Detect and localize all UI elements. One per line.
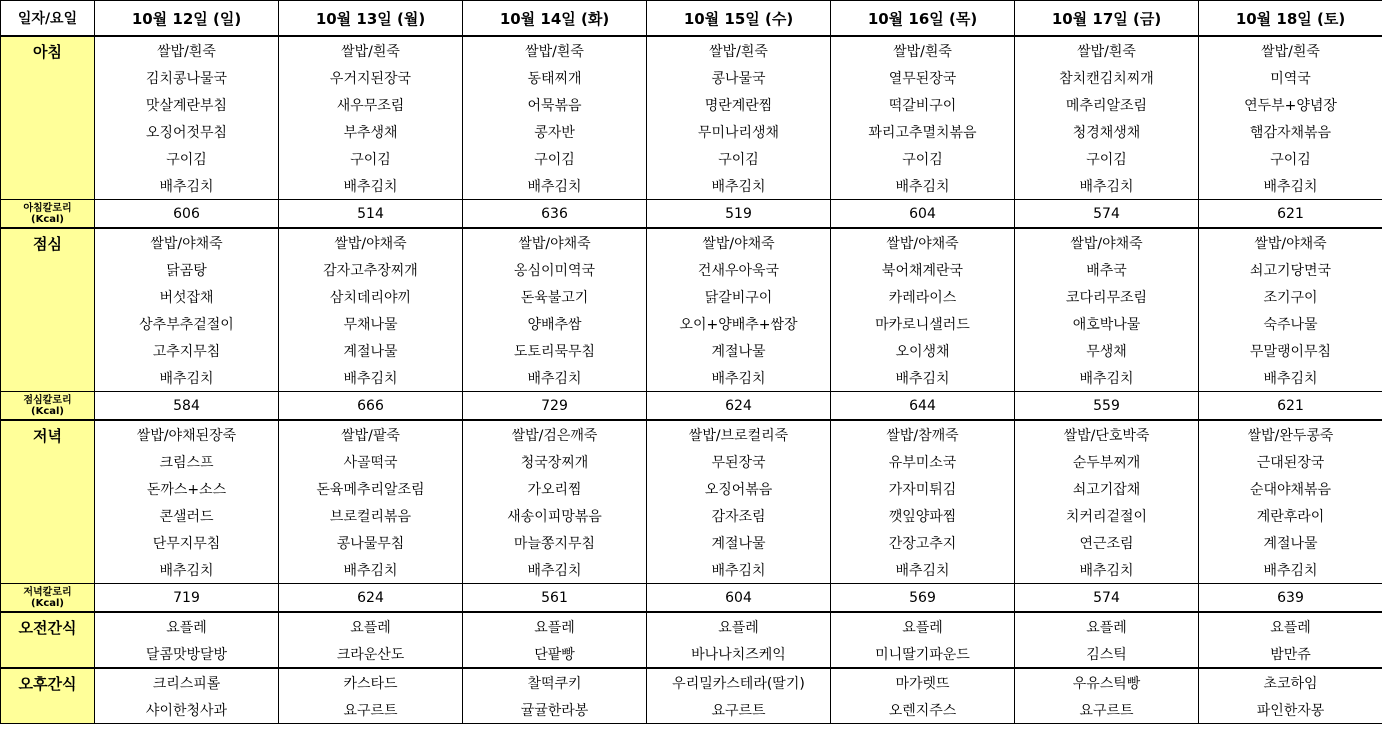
menu-item: 쌀밥/야채죽	[463, 228, 647, 256]
menu-item: 배추김치	[1199, 364, 1382, 392]
menu-item: 삼치데리야끼	[279, 283, 463, 310]
menu-item: 메추리알조림	[1015, 91, 1199, 118]
menu-item: 무채나물	[279, 310, 463, 337]
snack-item: 달콤맛방달방	[95, 640, 279, 668]
menu-item: 배추김치	[1015, 364, 1199, 392]
menu-item: 쌀밥/흰죽	[647, 36, 831, 64]
meal-label: 저녁	[1, 420, 95, 584]
calorie-value: 584	[95, 392, 279, 421]
menu-item: 근대된장국	[1199, 448, 1382, 475]
meal-row	[1, 310, 1382, 337]
snack-item: 요플레	[1199, 612, 1382, 640]
menu-item: 배추김치	[647, 556, 831, 584]
menu-item: 가자미튀김	[831, 475, 1015, 502]
menu-item: 배추김치	[463, 172, 647, 200]
menu-item: 배추김치	[831, 364, 1015, 392]
menu-item: 구이김	[279, 145, 463, 172]
snack-label: 오후간식	[1, 668, 95, 724]
menu-item: 쌀밥/흰죽	[1015, 36, 1199, 64]
calorie-value: 621	[1199, 392, 1382, 421]
snack-row	[1, 696, 1382, 724]
calorie-value: 514	[279, 200, 463, 229]
menu-item: 콩나물국	[647, 64, 831, 91]
calorie-label-text: 저녁칼로리	[23, 586, 72, 598]
menu-item: 쌀밥/야채죽	[279, 228, 463, 256]
menu-item: 도토리묵무침	[463, 337, 647, 364]
menu-item: 쌀밥/야채죽	[831, 228, 1015, 256]
calorie-value: 604	[831, 200, 1015, 229]
menu-item: 열무된장국	[831, 64, 1015, 91]
calorie-value: 569	[831, 584, 1015, 613]
menu-item: 꽈리고추멸치볶음	[831, 118, 1015, 145]
menu-item: 쌀밥/참깨죽	[831, 420, 1015, 448]
menu-item: 배추김치	[647, 172, 831, 200]
menu-item: 순두부찌개	[1015, 448, 1199, 475]
snack-row	[1, 668, 1382, 696]
menu-item: 명란계란찜	[647, 91, 831, 118]
menu-item: 닭곰탕	[95, 256, 279, 283]
snack-item: 요플레	[1015, 612, 1199, 640]
day-header: 10월 18일 (토)	[1199, 1, 1382, 37]
calorie-row	[1, 584, 1382, 613]
menu-item: 계란후라이	[1199, 502, 1382, 529]
menu-item: 청경채생채	[1015, 118, 1199, 145]
calorie-value: 561	[463, 584, 647, 613]
snack-label: 오전간식	[1, 612, 95, 668]
menu-item: 쌀밥/야채된장죽	[95, 420, 279, 448]
menu-item: 콩나물무침	[279, 529, 463, 556]
snack-item: 요구르트	[647, 696, 831, 724]
menu-item: 옹심이미역국	[463, 256, 647, 283]
snack-item: 우유스틱빵	[1015, 668, 1199, 696]
meal-label: 아침	[1, 36, 95, 200]
menu-item: 사골떡국	[279, 448, 463, 475]
menu-item: 유부미소국	[831, 448, 1015, 475]
snack-item: 요플레	[831, 612, 1015, 640]
menu-item: 마늘쫑지무침	[463, 529, 647, 556]
menu-item: 숙주나물	[1199, 310, 1382, 337]
meal-row	[1, 529, 1382, 556]
calorie-value: 519	[647, 200, 831, 229]
menu-item: 배추김치	[831, 556, 1015, 584]
calorie-value: 639	[1199, 584, 1382, 613]
menu-item: 구이김	[1015, 145, 1199, 172]
menu-item: 참치캔김치찌개	[1015, 64, 1199, 91]
menu-item: 구이김	[463, 145, 647, 172]
menu-item: 쌀밥/야채죽	[95, 228, 279, 256]
snack-item: 카스타드	[279, 668, 463, 696]
menu-item: 콩자반	[463, 118, 647, 145]
menu-item: 북어채계란국	[831, 256, 1015, 283]
menu-item: 쇠고기당면국	[1199, 256, 1382, 283]
snack-item: 요플레	[95, 612, 279, 640]
snack-item: 요구르트	[1015, 696, 1199, 724]
menu-item: 구이김	[831, 145, 1015, 172]
calorie-label	[1, 584, 95, 613]
menu-item: 건새우아욱국	[647, 256, 831, 283]
calorie-unit-text: (Kcal)	[31, 597, 64, 609]
meal-row	[1, 420, 1382, 448]
menu-item: 돈육메추리알조림	[279, 475, 463, 502]
meal-row	[1, 337, 1382, 364]
menu-item: 구이김	[95, 145, 279, 172]
meal-row	[1, 145, 1382, 172]
calorie-value: 636	[463, 200, 647, 229]
calorie-value: 574	[1015, 584, 1199, 613]
meal-row	[1, 172, 1382, 200]
menu-item: 상추부추겉절이	[95, 310, 279, 337]
menu-item: 배추김치	[279, 172, 463, 200]
menu-item: 쌀밥/브로컬리죽	[647, 420, 831, 448]
day-header: 10월 16일 (목)	[831, 1, 1015, 37]
menu-item: 배추김치	[831, 172, 1015, 200]
menu-item: 배추김치	[1199, 556, 1382, 584]
menu-item: 조기구이	[1199, 283, 1382, 310]
snack-item: 샤이한청사과	[95, 696, 279, 724]
calorie-value: 606	[95, 200, 279, 229]
menu-item: 감자고추장찌개	[279, 256, 463, 283]
menu-item: 무생채	[1015, 337, 1199, 364]
meal-row	[1, 448, 1382, 475]
meal-row	[1, 556, 1382, 584]
day-header: 10월 15일 (수)	[647, 1, 831, 37]
menu-item: 떡갈비구이	[831, 91, 1015, 118]
menu-item: 무미나리생채	[647, 118, 831, 145]
menu-item: 돈까스+소스	[95, 475, 279, 502]
snack-item: 바나나치즈케익	[647, 640, 831, 668]
menu-item: 쌀밥/흰죽	[95, 36, 279, 64]
calorie-value: 644	[831, 392, 1015, 421]
menu-item: 쌀밥/야채죽	[647, 228, 831, 256]
menu-item: 쌀밥/팥죽	[279, 420, 463, 448]
calorie-row	[1, 392, 1382, 421]
calorie-label	[1, 392, 95, 421]
snack-item: 귤귤한라봉	[463, 696, 647, 724]
meal-row	[1, 283, 1382, 310]
menu-item: 배추김치	[1015, 172, 1199, 200]
menu-item: 김치콩나물국	[95, 64, 279, 91]
menu-item: 배추김치	[279, 364, 463, 392]
calorie-label-text: 점심칼로리	[23, 394, 72, 406]
snack-item: 단팥빵	[463, 640, 647, 668]
calorie-value: 559	[1015, 392, 1199, 421]
menu-item: 새송이피망볶음	[463, 502, 647, 529]
menu-item: 치커리겉절이	[1015, 502, 1199, 529]
meal-row	[1, 36, 1382, 64]
menu-item: 동태찌개	[463, 64, 647, 91]
menu-item: 배추김치	[95, 364, 279, 392]
menu-item: 쇠고기잡채	[1015, 475, 1199, 502]
menu-item: 코다리무조림	[1015, 283, 1199, 310]
snack-item: 마가렛뜨	[831, 668, 1015, 696]
snack-item: 밤만쥬	[1199, 640, 1382, 668]
meal-row	[1, 502, 1382, 529]
day-header: 10월 14일 (화)	[463, 1, 647, 37]
menu-item: 부추생채	[279, 118, 463, 145]
menu-item: 순대야채볶음	[1199, 475, 1382, 502]
menu-item: 카레라이스	[831, 283, 1015, 310]
menu-item: 쌀밥/검은깨죽	[463, 420, 647, 448]
snack-item: 김스틱	[1015, 640, 1199, 668]
snack-item: 초코하임	[1199, 668, 1382, 696]
header-row	[1, 1, 1382, 37]
meal-label: 점심	[1, 228, 95, 392]
menu-item: 맛살계란부침	[95, 91, 279, 118]
menu-item: 새우무조림	[279, 91, 463, 118]
day-header: 10월 12일 (일)	[95, 1, 279, 37]
menu-item: 배추김치	[95, 556, 279, 584]
menu-item: 무된장국	[647, 448, 831, 475]
meal-row	[1, 256, 1382, 283]
menu-item: 무말랭이무침	[1199, 337, 1382, 364]
menu-item: 배추김치	[463, 364, 647, 392]
menu-item: 오징어젓무침	[95, 118, 279, 145]
calorie-value: 729	[463, 392, 647, 421]
calorie-value: 624	[647, 392, 831, 421]
calorie-value: 574	[1015, 200, 1199, 229]
menu-item: 가오리찜	[463, 475, 647, 502]
menu-item: 브로컬리볶음	[279, 502, 463, 529]
snack-item: 요플레	[463, 612, 647, 640]
menu-item: 구이김	[647, 145, 831, 172]
menu-item: 돈육불고기	[463, 283, 647, 310]
menu-item: 쌀밥/흰죽	[279, 36, 463, 64]
calorie-value: 621	[1199, 200, 1382, 229]
menu-item: 우거지된장국	[279, 64, 463, 91]
snack-item: 요구르트	[279, 696, 463, 724]
menu-item: 계절나물	[279, 337, 463, 364]
snack-item: 우리밀카스테라(딸기)	[647, 668, 831, 696]
menu-item: 계절나물	[647, 337, 831, 364]
calorie-value: 666	[279, 392, 463, 421]
menu-item: 콘샐러드	[95, 502, 279, 529]
calorie-value: 624	[279, 584, 463, 613]
menu-item: 고추지무침	[95, 337, 279, 364]
menu-item: 깻잎양파찜	[831, 502, 1015, 529]
menu-item: 햄감자채볶음	[1199, 118, 1382, 145]
calorie-value: 719	[95, 584, 279, 613]
menu-item: 오이생채	[831, 337, 1015, 364]
day-header: 10월 17일 (금)	[1015, 1, 1199, 37]
menu-item: 청국장찌개	[463, 448, 647, 475]
menu-item: 단무지무침	[95, 529, 279, 556]
calorie-unit-text: (Kcal)	[31, 405, 64, 417]
calorie-row	[1, 200, 1382, 229]
menu-item: 배추김치	[1015, 556, 1199, 584]
calorie-value: 604	[647, 584, 831, 613]
calorie-label-text: 아침칼로리	[23, 202, 72, 214]
menu-item: 양배추쌈	[463, 310, 647, 337]
meal-row	[1, 475, 1382, 502]
menu-item: 배추김치	[463, 556, 647, 584]
menu-item: 구이김	[1199, 145, 1382, 172]
menu-item: 오이+양배추+쌈장	[647, 310, 831, 337]
meal-row	[1, 228, 1382, 256]
menu-item: 배추김치	[279, 556, 463, 584]
menu-item: 계절나물	[647, 529, 831, 556]
menu-item: 크림스프	[95, 448, 279, 475]
snack-item: 요플레	[279, 612, 463, 640]
meal-row	[1, 118, 1382, 145]
menu-item: 배추김치	[95, 172, 279, 200]
menu-item: 쌀밥/완두콩죽	[1199, 420, 1382, 448]
menu-item: 연두부+양념장	[1199, 91, 1382, 118]
snack-item: 파인한자몽	[1199, 696, 1382, 724]
menu-item: 계절나물	[1199, 529, 1382, 556]
snack-row	[1, 612, 1382, 640]
snack-item: 찰떡쿠키	[463, 668, 647, 696]
meal-row	[1, 91, 1382, 118]
snack-item: 오렌지주스	[831, 696, 1015, 724]
menu-item: 쌀밥/야채죽	[1015, 228, 1199, 256]
menu-item: 쌀밥/단호박죽	[1015, 420, 1199, 448]
calorie-label	[1, 200, 95, 229]
menu-item: 쌀밥/흰죽	[463, 36, 647, 64]
menu-item: 배추김치	[647, 364, 831, 392]
day-header: 10월 13일 (월)	[279, 1, 463, 37]
menu-item: 애호박나물	[1015, 310, 1199, 337]
menu-item: 쌀밥/흰죽	[1199, 36, 1382, 64]
menu-item: 쌀밥/야채죽	[1199, 228, 1382, 256]
menu-item: 배추김치	[1199, 172, 1382, 200]
snack-item: 미니딸기파운드	[831, 640, 1015, 668]
menu-item: 오징어볶음	[647, 475, 831, 502]
menu-item: 어묵볶음	[463, 91, 647, 118]
snack-item: 요플레	[647, 612, 831, 640]
menu-item: 배추국	[1015, 256, 1199, 283]
menu-item: 간장고추지	[831, 529, 1015, 556]
meal-row	[1, 64, 1382, 91]
snack-item: 크라운산도	[279, 640, 463, 668]
date-day-header: 일자/요일	[1, 1, 95, 37]
menu-item: 버섯잡채	[95, 283, 279, 310]
meal-row	[1, 364, 1382, 392]
snack-row	[1, 640, 1382, 668]
menu-item: 연근조림	[1015, 529, 1199, 556]
menu-item: 마카로니샐러드	[831, 310, 1015, 337]
menu-item: 쌀밥/흰죽	[831, 36, 1015, 64]
calorie-unit-text: (Kcal)	[31, 213, 64, 225]
menu-item: 감자조림	[647, 502, 831, 529]
menu-item: 미역국	[1199, 64, 1382, 91]
menu-item: 닭갈비구이	[647, 283, 831, 310]
snack-item: 크리스피롤	[95, 668, 279, 696]
